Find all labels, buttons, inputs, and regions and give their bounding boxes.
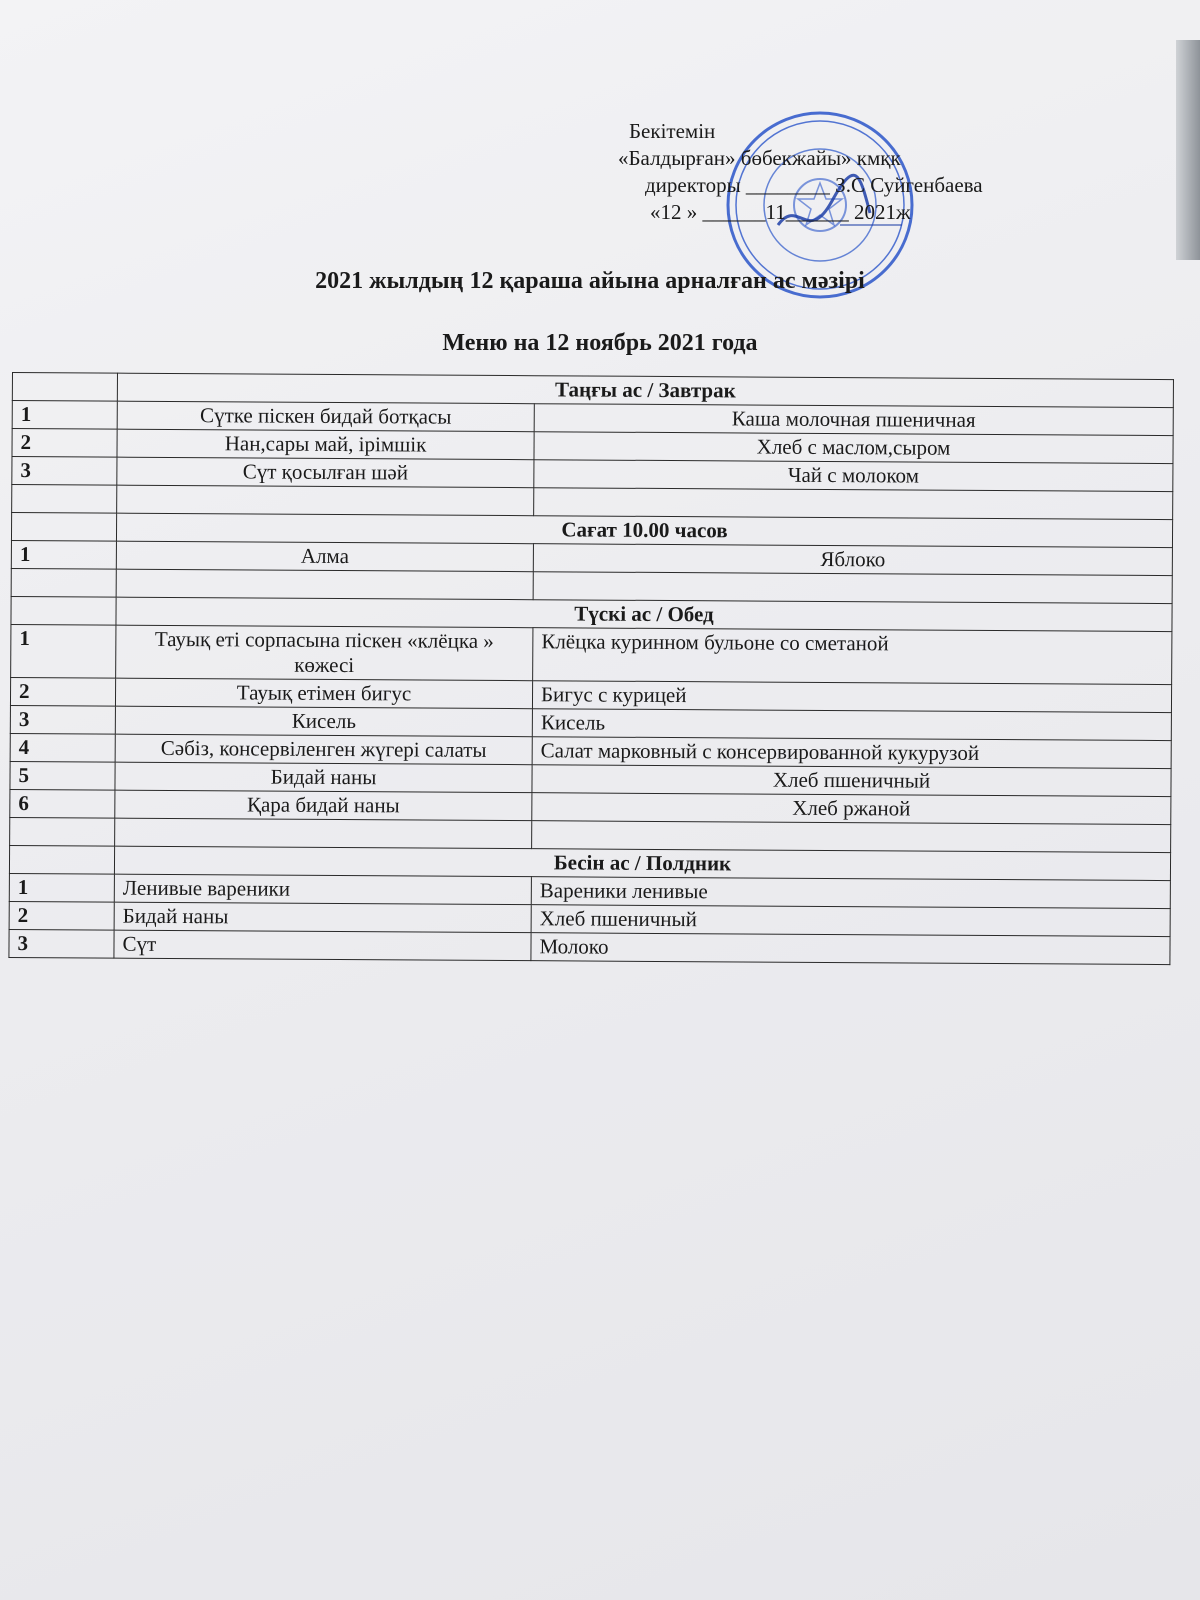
dish-kazakh: Тауық еті сорпасына піскен «клёцка » көжесі	[116, 625, 533, 681]
row-number: 6	[10, 789, 115, 818]
approval-block	[615, 118, 1075, 226]
section-title: Сағат 10.00 часов	[116, 513, 1172, 547]
section-title: Түскі ас / Обед	[116, 597, 1172, 631]
dish-russian: Хлеб пшеничный	[531, 905, 1170, 937]
row-number: 3	[10, 705, 115, 734]
dish-russian: Чай с молоком	[534, 460, 1173, 492]
table-row	[11, 624, 1172, 684]
dish-russian: Клёцка куринном бульоне со сметаной	[533, 628, 1172, 685]
dish-kazakh: Ленивые вареники	[114, 874, 531, 905]
dish-kazakh: Тауық етімен бигус	[115, 678, 532, 709]
dish-kazakh: Нан,сары май, ірімшік	[117, 429, 534, 460]
dish-russian: Молоко	[531, 933, 1170, 965]
section-title: Таңғы ас / Завтрак	[117, 373, 1173, 407]
row-number: 1	[11, 624, 116, 678]
row-number: 2	[12, 429, 117, 458]
row-number: 2	[10, 677, 115, 706]
row-number: 5	[10, 761, 115, 790]
row-number: 2	[9, 901, 114, 930]
row-number: 1	[12, 401, 117, 430]
dish-kazakh: Сәбіз, консервіленген жүгері салаты	[115, 734, 532, 765]
row-number: 3	[12, 457, 117, 486]
dish-russian: Яблоко	[533, 544, 1172, 576]
dish-kazakh: Сүт қосылған шәй	[117, 457, 534, 488]
menu-table	[8, 372, 1174, 965]
row-number: 1	[9, 873, 114, 902]
dish-russian: Хлеб с маслом,сыром	[534, 432, 1173, 464]
row-number: 1	[11, 540, 116, 569]
approval-line-2: «Балдырған» бөбекжайы» кмқк	[618, 146, 901, 170]
dish-kazakh: Сүтке піскен бидай ботқасы	[117, 401, 534, 432]
section-title: Бесін ас / Полдник	[114, 846, 1170, 880]
dish-russian: Кисель	[532, 709, 1171, 741]
dish-russian: Бигус с курицей	[532, 681, 1171, 713]
dish-russian: Хлеб ржаной	[532, 793, 1171, 825]
dish-russian: Хлеб пшеничный	[532, 765, 1171, 797]
title-russian: Меню на 12 ноябрь 2021 года	[442, 330, 758, 356]
row-number: 4	[10, 733, 115, 762]
title-kazakh: 2021 жылдың 12 қараша айына арналған ас мәзірі	[315, 268, 865, 294]
dish-kazakh: Алма	[116, 541, 533, 572]
dish-kazakh: Бидай наны	[115, 762, 532, 793]
background-object	[1176, 40, 1200, 260]
dish-russian: Вареники ленивые	[531, 877, 1170, 909]
approval-line-1: Бекітемін	[629, 119, 716, 143]
dish-kazakh: Қара бидай наны	[115, 790, 532, 821]
approval-line-3: директоры ________ З.С Суйгенбаева	[645, 173, 983, 197]
approval-line-4: «12 » ______11______ 2021ж	[650, 200, 911, 224]
dish-kazakh: Бидай наны	[114, 902, 531, 933]
dish-kazakh: Сүт	[114, 930, 531, 961]
row-number: 3	[9, 929, 114, 958]
dish-russian: Салат марковный с консервированной кукурузой	[532, 737, 1171, 769]
dish-kazakh: Кисель	[115, 706, 532, 737]
dish-russian: Каша молочная пшеничная	[534, 404, 1173, 436]
